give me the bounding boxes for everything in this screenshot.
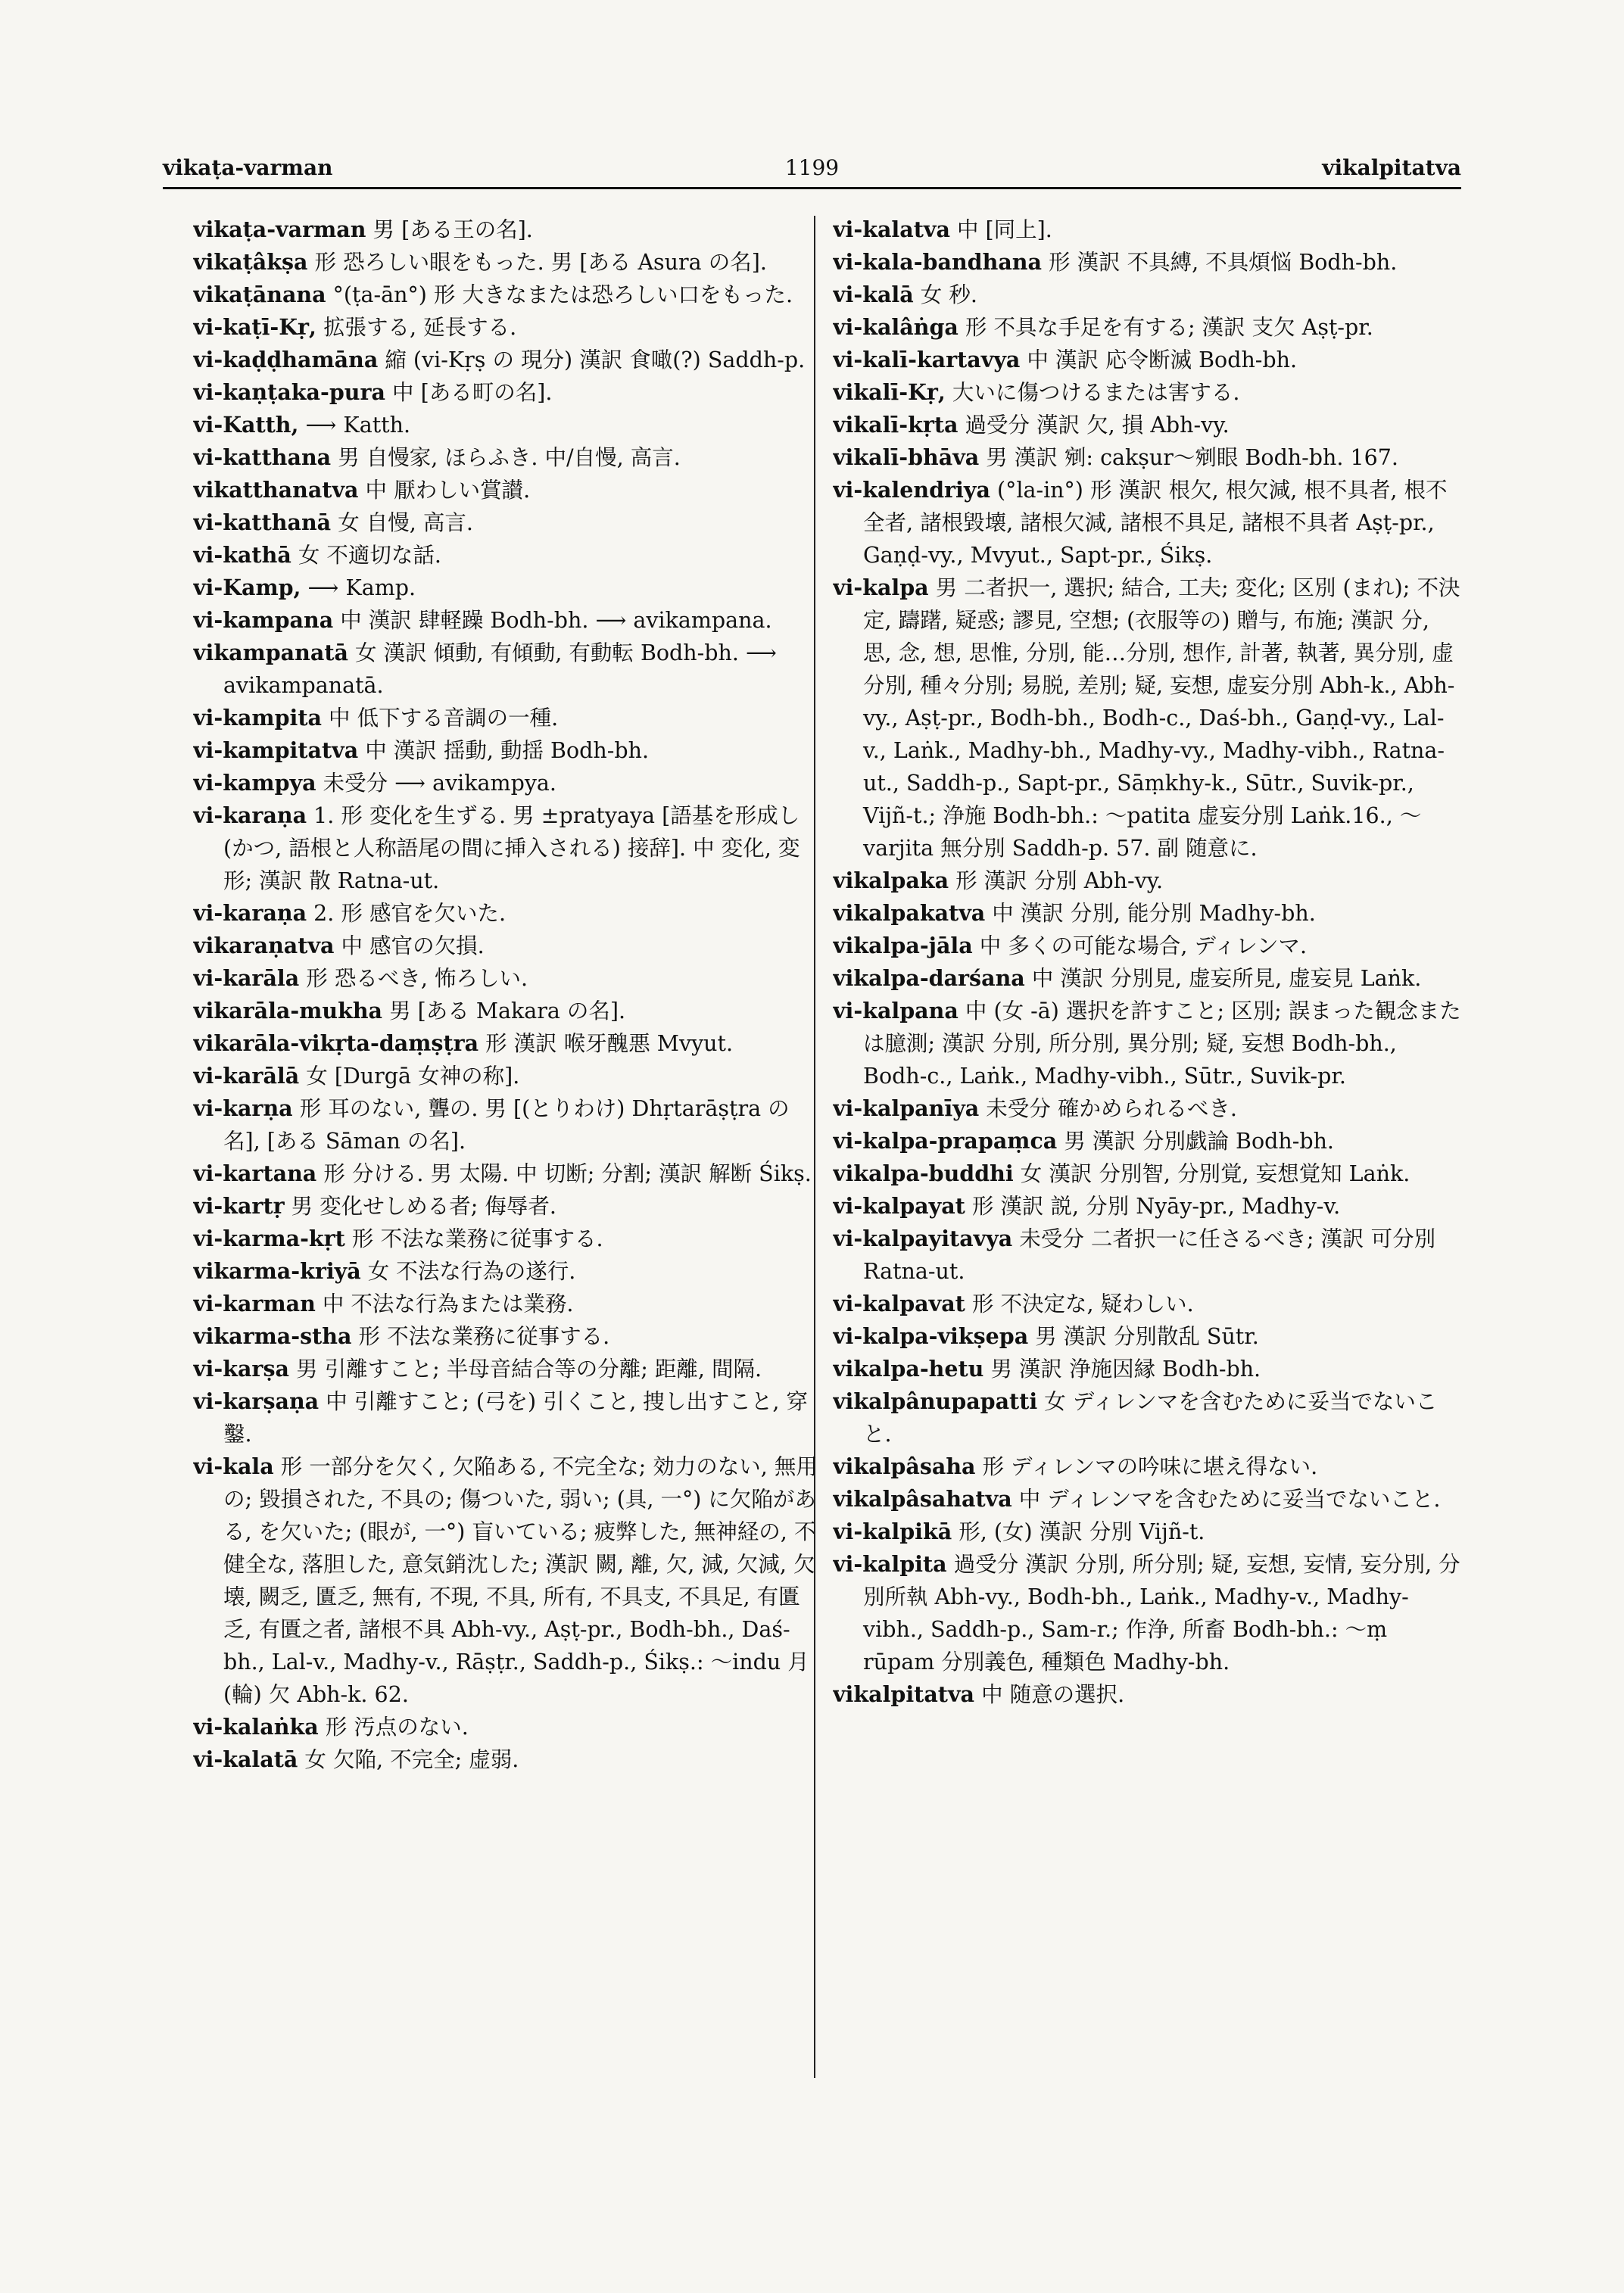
entry-definition: 形 恐るべき, 怖ろしい.: [299, 966, 528, 991]
entry-headword: vi-karman: [193, 1291, 316, 1316]
dictionary-entry: [193, 1288, 821, 1320]
entry-headword: vi-kartṛ: [193, 1193, 285, 1219]
dictionary-entry: [193, 1223, 821, 1255]
entry-definition: 男 二者択一, 選択; 結合, 工夫; 変化; 区別 (まれ); 不決定, 躊躇, 疑惑; 謬見, 空想; (衣服等の) 贈与, 布施; 漢訳 分, 思, 念, 想, 思惟, 分別, 能…分別, 想作, 計著, 執著, 異分別, 虚分別, 種々分別; 易脱, 差別; 疑, 妄想, 虚妄分別 Abh-k., Abh-vy., Aṣṭ-pr., Bodh-bh., Bodh-c., Daś-bh., Gaṇḍ-vy., Lal-v., Laṅk., Madhy-bh., Madhy-vy., Madhy-vibh., Ratna-ut., Saddh-p., Sapt-pr., Sāṃkhy-k., Sūtr., Suvik-pr., Vijñ-t.; 浄施 Bodh-bh.: ～patita 虚妄分別 Laṅk.16., ～varjita 無分別 Saddh-p. 57. 副 随意に.: [863, 575, 1460, 861]
dictionary-entry: [193, 734, 821, 767]
dictionary-entry: [193, 1711, 821, 1743]
entry-definition: 中 漢訳 肆軽躁 Bodh-bh. ⟶ avikampana.: [333, 608, 772, 633]
entry-definition: 2. 形 感官を欠いた.: [307, 901, 507, 926]
entry-headword: vikalpânupapatti: [833, 1388, 1038, 1414]
entry-headword: vikaraṇatva: [193, 933, 335, 958]
dictionary-entry: [833, 1450, 1461, 1483]
entry-headword: vi-kampita: [193, 705, 322, 731]
entry-definition: 過受分 漢訳 分別, 所分別; 疑, 妄想, 妄情, 妄分別, 分別所執 Abh-vy., Bodh-bh., Laṅk., Madhy-v., Madhy-vibh., Saddh-p., Sam-r.; 作浄, 所畜 Bodh-bh.: ～ṃ rūpam 分別義色, 種類色 Madhy-bh.: [863, 1552, 1460, 1675]
right-column: [833, 213, 1461, 2083]
entry-definition: 女 自慢, 高言.: [331, 510, 473, 535]
dictionary-entry: [193, 930, 821, 962]
dictionary-entry: [193, 897, 821, 930]
entry-definition: 1. 形 変化を生ずる. 男 ±pratyaya [語基を形成し (かつ, 語根と人称語尾の間に挿入される) 接辞]. 中 変化, 変形; 漢訳 散 Ratna-ut.: [223, 803, 800, 893]
dictionary-entry: [833, 1678, 1461, 1711]
entry-headword: vikalpa-jāla: [833, 933, 973, 958]
entry-definition: 中 (女 -ā) 選択を許すこと; 区別; 誤まった観念または臆測; 漢訳 分別, 所分別, 異分別; 疑, 妄想 Bodh-bh., Bodh-c., Laṅk., Madhy-vibh., Sūtr., Suvik-pr.: [863, 999, 1461, 1089]
entry-definition: 未受分 確かめられるべき.: [979, 1096, 1237, 1121]
entry-definition: 中 不法な行為または業務.: [315, 1291, 574, 1316]
entry-definition: 縮 (vi-Kṛṣ の 現分) 漢訳 食噉(?) Saddh-p.: [378, 347, 806, 372]
dictionary-entry: [193, 1092, 821, 1157]
header-last-headword: vikalpitatva: [1322, 155, 1461, 180]
entry-headword: vi-karṣaṇa: [193, 1388, 320, 1414]
entry-definition: 中 [ある町の名].: [385, 380, 553, 405]
entry-headword: vi-kalpanīya: [833, 1095, 980, 1121]
dictionary-entry: [193, 995, 821, 1027]
entry-definition: 形 漢訳 説, 分別 Nyāy-pr., Madhy-v.: [965, 1194, 1341, 1219]
entry-headword: vi-karaṇa: [193, 900, 307, 926]
entry-headword: vikalpâsahatva: [833, 1486, 1012, 1512]
entry-definition: 女 不適切な話.: [291, 543, 441, 568]
entry-definition: 形 耳のない, 聾の. 男 [(とりわけ) Dhṛtarāṣṭra の名], [ある Sāman の名].: [223, 1096, 790, 1154]
dictionary-entry: [193, 1060, 821, 1092]
header-first-headword: vikaṭa-varman: [163, 155, 333, 180]
dictionary-entry: [833, 1516, 1461, 1548]
dictionary-entry: [833, 376, 1461, 409]
entry-definition: 形 不法な業務に従事する.: [344, 1226, 603, 1251]
dictionary-entry: [193, 1743, 821, 1776]
entry-headword: vi-kalpana: [833, 998, 959, 1023]
entry-definition: 女 秒.: [913, 282, 977, 307]
dictionary-entry: [833, 1483, 1461, 1516]
dictionary-entry: [193, 1385, 821, 1450]
entry-definition: 男 変化せしめる者; 侮辱者.: [284, 1194, 556, 1219]
entry-headword: vikalpitatva: [833, 1681, 975, 1707]
entry-definition: 形 漢訳 分別 Abh-vy.: [949, 868, 1164, 893]
entry-headword: vikaṭānana: [193, 282, 326, 307]
entry-headword: vikarāla-vikṛta-daṃṣṭra: [193, 1030, 479, 1056]
entry-definition: 形, (女) 漢訳 分別 Vijñ-t.: [952, 1519, 1205, 1544]
entry-headword: vi-Kamp,: [193, 575, 301, 600]
dictionary-entry: [193, 1157, 821, 1190]
entry-definition: 男 漢訳 分別戯論 Bodh-bh.: [1057, 1129, 1334, 1154]
dictionary-entry: [833, 1385, 1461, 1450]
dictionary-entry: [833, 1320, 1461, 1353]
dictionary-entry: [193, 376, 821, 409]
entry-definition: 女 [Durgā 女神の称].: [299, 1064, 520, 1089]
entry-headword: vi-Katth,: [193, 412, 299, 438]
entry-headword: vi-karaṇa: [193, 802, 307, 828]
dictionary-entry: [833, 930, 1461, 962]
dictionary-entry: [833, 572, 1461, 865]
dictionary-entry: [833, 474, 1461, 572]
dictionary-entry: [193, 962, 821, 995]
entry-headword: vikampanatā: [193, 640, 348, 665]
entry-headword: vi-karālā: [193, 1063, 300, 1089]
entry-headword: vikarma-kriyā: [193, 1258, 361, 1284]
entry-definition: 女 漢訳 傾動, 有傾動, 有動転 Bodh-bh. ⟶ avikampanatā.: [223, 640, 777, 698]
entry-definition: 女 欠陥, 不完全; 虚弱.: [298, 1747, 519, 1772]
entry-definition: 未受分 ⟶ avikampya.: [316, 771, 556, 796]
dictionary-entry: [193, 702, 821, 734]
entry-headword: vikalī-kṛta: [833, 412, 959, 438]
entry-definition: 中 随意の選択.: [974, 1682, 1125, 1707]
entry-headword: vi-kalī-kartavya: [833, 347, 1021, 372]
entry-definition: 中 感官の欠損.: [334, 933, 485, 958]
entry-definition: 形 分ける. 男 太陽. 中 切断; 分割; 漢訳 解断 Śikṣ.: [316, 1161, 812, 1186]
dictionary-entry: [833, 995, 1461, 1092]
entry-definition: 形 不具な手足を有する; 漢訳 支欠 Aṣṭ-pr.: [958, 315, 1373, 340]
dictionary-entry: [193, 1027, 821, 1060]
entry-definition: °(ṭa-ān°) 形 大きなまたは恐ろしい口をもった.: [326, 282, 793, 307]
dictionary-entry: [193, 279, 821, 311]
entry-definition: 形 漢訳 不具縛, 不具煩悩 Bodh-bh.: [1041, 250, 1398, 275]
entry-definition: 中 漢訳 分別, 能分別 Madhy-bh.: [985, 901, 1316, 926]
dictionary-entry: [833, 962, 1461, 995]
entry-headword: vi-kaḍḍhamāna: [193, 347, 379, 372]
entry-definition: 形 漢訳 喉牙醜悪 Mvyut.: [478, 1031, 734, 1056]
header-rule: [163, 187, 1461, 189]
entry-headword: vi-karṣa: [193, 1356, 289, 1382]
dictionary-entry: [193, 637, 821, 702]
entry-headword: vikalpa-darśana: [833, 965, 1025, 991]
entry-headword: vikatthanatva: [193, 477, 359, 503]
entry-definition: 中 厭わしい賞讃.: [358, 478, 531, 503]
dictionary-entry: [833, 1353, 1461, 1385]
entry-headword: vikalī-Kṛ,: [833, 379, 946, 405]
dictionary-entry: [193, 572, 821, 604]
entry-definition: 形 恐ろしい眼をもった. 男 [ある Asura の名].: [307, 250, 767, 275]
entry-definition: 女 ディレンマを含むために妥当でないこと.: [863, 1389, 1438, 1447]
entry-definition: 男 漢訳 浄施因縁 Bodh-bh.: [983, 1357, 1261, 1382]
entry-headword: vikaṭa-varman: [193, 217, 366, 242]
entry-definition: 中 低下する音調の一種.: [321, 706, 559, 731]
entry-definition: 中 引離すこと; (弓を) 引くこと, 捜し出すこと, 穿鑿.: [223, 1389, 808, 1447]
entry-headword: vi-kalpikā: [833, 1519, 952, 1544]
entry-definition: 男 漢訳 分別散乱 Sūtr.: [1028, 1324, 1259, 1349]
entry-definition: 形 不決定な, 疑わしい.: [965, 1291, 1194, 1316]
entry-headword: vi-kala-bandhana: [833, 249, 1042, 275]
entry-definition: 男 引離すこと; 半母音結合等の分離; 距離, 間隔.: [288, 1357, 762, 1382]
dictionary-entry: [833, 246, 1461, 279]
entry-definition: 男 自慢家, ほらふき. 中/自慢, 高言.: [331, 445, 681, 470]
entry-headword: vi-karma-kṛt: [193, 1226, 345, 1251]
dictionary-entry: [193, 767, 821, 799]
dictionary-entry: [833, 1548, 1461, 1678]
dictionary-entry: [833, 409, 1461, 441]
entry-headword: vi-kalpita: [833, 1551, 947, 1577]
entry-headword: vi-kalâṅga: [833, 314, 959, 340]
entry-headword: vi-kalpavat: [833, 1291, 965, 1316]
entry-headword: vi-kalpayat: [833, 1193, 965, 1219]
entry-definition: 中 漢訳 応令断滅 Bodh-bh.: [1020, 347, 1298, 372]
entry-headword: vikalpa-buddhi: [833, 1161, 1014, 1186]
entry-definition: ⟶ Katth.: [298, 413, 411, 438]
entry-headword: vi-kalā: [833, 282, 914, 307]
entry-headword: vi-karāla: [193, 965, 300, 991]
entry-headword: vi-kampana: [193, 607, 334, 633]
entry-headword: vikalpaka: [833, 868, 949, 893]
entry-headword: vikarma-stha: [193, 1323, 352, 1349]
dictionary-entry: [833, 1157, 1461, 1190]
entry-headword: vikaṭâkṣa: [193, 249, 308, 275]
page-number: 1199: [784, 155, 840, 180]
entry-definition: 中 多くの可能な場合, ディレンマ.: [972, 933, 1308, 958]
entry-definition: (°la-in°) 形 漢訳 根欠, 根欠減, 根不具者, 根不全者, 諸根毀壊, 諸根欠減, 諸根不具足, 諸根不具者 Aṣṭ-pr., Gaṇḍ-vy., Mvyut., Sapt-pr., Śikṣ.: [863, 478, 1448, 568]
entry-headword: vi-kalpa-prapaṃca: [833, 1128, 1058, 1154]
dictionary-entry: [833, 311, 1461, 344]
entry-definition: 未受分 二者択一に任さるべき; 漢訳 可分別 Ratna-ut.: [863, 1226, 1436, 1284]
dictionary-entry: [193, 1353, 821, 1385]
dictionary-entry: [833, 441, 1461, 474]
left-column: [193, 213, 821, 2083]
entry-headword: vikalpakatva: [833, 900, 986, 926]
dictionary-entry: [193, 539, 821, 572]
entry-headword: vikalpa-hetu: [833, 1356, 984, 1382]
dictionary-entry: [833, 1190, 1461, 1223]
entry-headword: vi-kalaṅka: [193, 1714, 319, 1740]
entry-definition: 中 ディレンマを含むために妥当でないこと.: [1011, 1487, 1441, 1512]
dictionary-entry: [833, 865, 1461, 897]
entry-definition: 拡張する, 延長する.: [316, 315, 517, 340]
entry-definition: 男 [ある Makara の名].: [382, 999, 626, 1023]
entry-headword: vikarāla-mukha: [193, 998, 383, 1023]
entry-definition: 過受分 漢訳 欠, 損 Abh-vy.: [958, 413, 1230, 438]
dictionary-entry: [833, 1092, 1461, 1125]
entry-headword: vi-kalatā: [193, 1746, 298, 1772]
entry-definition: 形 ディレンマの吟味に堪え得ない.: [975, 1454, 1318, 1479]
entry-definition: 女 不法な行為の遂行.: [360, 1259, 576, 1284]
entry-headword: vikalī-bhāva: [833, 444, 980, 470]
dictionary-entry: [833, 344, 1461, 376]
dictionary-entry: [833, 213, 1461, 246]
entry-headword: vikalpâsaha: [833, 1453, 976, 1479]
dictionary-entry: [193, 1190, 821, 1223]
dictionary-entry: [193, 799, 821, 897]
entry-headword: vi-katthana: [193, 444, 332, 470]
dictionary-entry: [193, 1450, 821, 1711]
dictionary-entry: [193, 213, 821, 246]
dictionary-entry: [833, 279, 1461, 311]
dictionary-entry: [193, 441, 821, 474]
entry-definition: 中 漢訳 揺動, 動揺 Bodh-bh.: [358, 738, 650, 763]
entry-headword: vi-kaṭī-Kṛ,: [193, 314, 316, 340]
entry-headword: vi-kala: [193, 1453, 274, 1479]
entry-headword: vi-karṇa: [193, 1095, 293, 1121]
entry-definition: 形 不法な業務に従事する.: [351, 1324, 610, 1349]
entry-definition: 女 漢訳 分別智, 分別覚, 妄想覚知 Laṅk.: [1013, 1161, 1410, 1186]
entry-definition: 形 汚点のない.: [318, 1715, 469, 1740]
dictionary-entry: [833, 1288, 1461, 1320]
entry-definition: ⟶ Kamp.: [301, 575, 416, 600]
entry-headword: vi-kalendriya: [833, 477, 990, 503]
entry-definition: 大いに傷つけるまたは害する.: [945, 380, 1240, 405]
dictionary-entry: [193, 1255, 821, 1288]
dictionary-entry: [193, 409, 821, 441]
dictionary-entry: [193, 246, 821, 279]
dictionary-entry: [833, 897, 1461, 930]
entry-headword: vi-kathā: [193, 542, 291, 568]
dictionary-entry: [833, 1125, 1461, 1157]
dictionary-entry: [193, 344, 821, 376]
entry-definition: 男 漢訳 剜: cakṣur～剜眼 Bodh-bh. 167.: [979, 445, 1398, 470]
dictionary-entry: [193, 311, 821, 344]
dictionary-entry: [833, 1223, 1461, 1288]
entry-headword: vi-kalpa: [833, 575, 929, 600]
dictionary-entry: [193, 1320, 821, 1353]
dictionary-entry: [193, 604, 821, 637]
entry-headword: vi-kalatva: [833, 217, 950, 242]
entry-headword: vi-katthanā: [193, 509, 332, 535]
entry-headword: vi-kampitatva: [193, 737, 359, 763]
entry-headword: vi-kartana: [193, 1161, 317, 1186]
entry-headword: vi-kalpa-vikṣepa: [833, 1323, 1029, 1349]
entry-definition: 形 一部分を欠く, 欠陥ある, 不完全な; 効力のない, 無用の; 毀損された, 不具の; 傷ついた, 弱い; (具, 一°) に欠陥がある, を欠いた; (眼が, 一°) 盲いている; 疲弊した, 無神経の, 不健全な, 落胆した, 意気銷沈した; 漢訳 闕, 離, 欠, 減, 欠減, 欠壊, 闕乏, 匱乏, 無有, 不現, 不具, 所有, 不具支, 不具足, 有匱乏, 有匱之者, 諸根不具 Abh-vy., Aṣṭ-pr., Bodh-bh., Daś-bh., Lal-v., Madhy-v., Rāṣṭr., Saddh-p., Śikṣ.: ～indu 月 (輪) 欠 Abh-k. 62.: [223, 1454, 818, 1707]
entry-headword: vi-kalpayitavya: [833, 1226, 1013, 1251]
entry-definition: 中 [同上].: [949, 217, 1052, 242]
entry-headword: vi-kaṇṭaka-pura: [193, 379, 385, 405]
entry-definition: 中 漢訳 分別見, 虚妄所見, 虚妄見 Laṅk.: [1024, 966, 1422, 991]
entry-definition: 男 [ある王の名].: [366, 217, 533, 242]
dictionary-entry: [193, 474, 821, 506]
dictionary-entry: [193, 506, 821, 539]
entry-headword: vi-kampya: [193, 770, 316, 796]
